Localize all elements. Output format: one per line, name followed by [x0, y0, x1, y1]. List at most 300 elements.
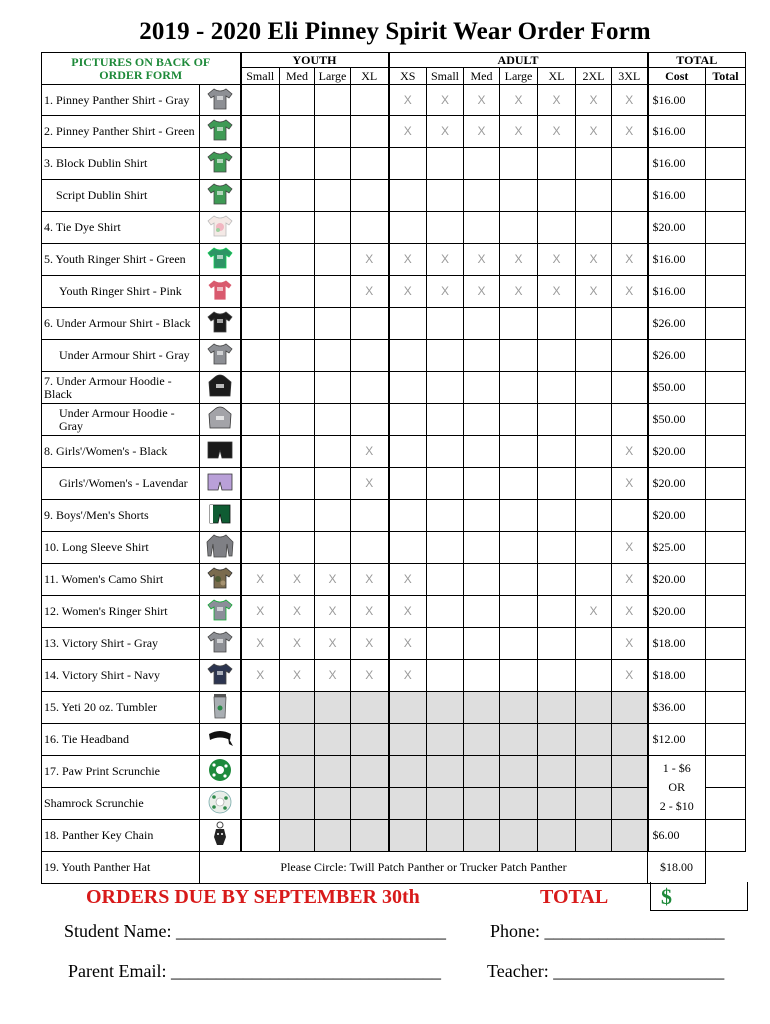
tumbler-icon: [206, 693, 234, 717]
quantity-cell[interactable]: [612, 788, 648, 820]
quantity-cell[interactable]: [389, 788, 427, 820]
quantity-cell[interactable]: [280, 820, 315, 852]
quantity-cell[interactable]: [538, 468, 576, 500]
quantity-cell[interactable]: [500, 500, 538, 532]
quantity-cell[interactable]: [576, 532, 612, 564]
quantity-cell[interactable]: [576, 564, 612, 596]
quantity-cell[interactable]: [576, 628, 612, 660]
quantity-cell[interactable]: [315, 276, 351, 308]
quantity-cell[interactable]: [351, 724, 389, 756]
quantity-cell[interactable]: [576, 724, 612, 756]
item-label: 1. Pinney Panther Shirt - Gray: [42, 85, 200, 116]
unavailable-size-mark: X: [389, 628, 427, 660]
item-thumbnail: [200, 788, 241, 820]
unavailable-size-mark: X: [351, 436, 389, 468]
item-label: 19. Youth Panther Hat: [42, 852, 200, 884]
quantity-cell[interactable]: [538, 212, 576, 244]
quantity-cell[interactable]: [612, 340, 648, 372]
quantity-cell[interactable]: [315, 820, 351, 852]
quantity-cell[interactable]: [389, 372, 427, 404]
item-label: 13. Victory Shirt - Gray: [42, 628, 200, 660]
quantity-cell[interactable]: [576, 660, 612, 692]
quantity-cell[interactable]: [241, 212, 280, 244]
quantity-cell[interactable]: [241, 724, 280, 756]
item-total-cell[interactable]: [706, 276, 746, 308]
item-label: Girls'/Women's - Lavendar: [42, 468, 200, 500]
quantity-cell[interactable]: [427, 500, 464, 532]
quantity-cell[interactable]: [500, 340, 538, 372]
unavailable-size-mark: X: [315, 628, 351, 660]
item-total-cell[interactable]: [706, 404, 746, 436]
quantity-cell[interactable]: [280, 340, 315, 372]
quantity-cell[interactable]: [351, 788, 389, 820]
unavailable-size-mark: X: [538, 276, 576, 308]
item-cost: $18.00: [648, 660, 706, 692]
quantity-cell[interactable]: [576, 756, 612, 788]
quantity-cell[interactable]: [280, 468, 315, 500]
quantity-cell[interactable]: [500, 372, 538, 404]
quantity-cell[interactable]: [427, 596, 464, 628]
quantity-cell[interactable]: [389, 468, 427, 500]
quantity-cell[interactable]: [538, 340, 576, 372]
quantity-cell[interactable]: [500, 308, 538, 340]
item-total-cell[interactable]: [706, 692, 746, 724]
item-total-cell[interactable]: [706, 660, 746, 692]
quantity-cell[interactable]: [576, 820, 612, 852]
quantity-cell[interactable]: [612, 404, 648, 436]
quantity-cell[interactable]: [315, 756, 351, 788]
quantity-cell[interactable]: [351, 116, 389, 148]
quantity-cell[interactable]: [280, 276, 315, 308]
item-label: 10. Long Sleeve Shirt: [42, 532, 200, 564]
item-thumbnail: [200, 116, 241, 148]
unavailable-size-mark: X: [427, 276, 464, 308]
unavailable-size-mark: X: [464, 116, 500, 148]
item-total-cell[interactable]: [706, 788, 746, 820]
item-cost: [648, 756, 706, 820]
quantity-cell[interactable]: [427, 756, 464, 788]
quantity-cell[interactable]: [280, 212, 315, 244]
item-label: 16. Tie Headband: [42, 724, 200, 756]
quantity-cell[interactable]: [389, 724, 427, 756]
item-label: 8. Girls'/Women's - Black: [42, 436, 200, 468]
quantity-cell[interactable]: [538, 660, 576, 692]
quantity-cell[interactable]: [576, 788, 612, 820]
quantity-cell[interactable]: [280, 436, 315, 468]
quantity-cell[interactable]: [427, 308, 464, 340]
item-cost: $16.00: [648, 244, 706, 276]
quantity-cell[interactable]: [612, 820, 648, 852]
quantity-cell[interactable]: [351, 756, 389, 788]
size-youth-med: Med: [280, 68, 315, 85]
quantity-cell[interactable]: [427, 340, 464, 372]
quantity-cell[interactable]: [500, 148, 538, 180]
size-adult-xl: XL: [538, 68, 576, 85]
gray-hoodie-icon: [206, 406, 234, 430]
quantity-cell[interactable]: [280, 244, 315, 276]
quantity-cell[interactable]: [389, 532, 427, 564]
quantity-cell[interactable]: [500, 756, 538, 788]
quantity-cell[interactable]: [280, 500, 315, 532]
quantity-cell[interactable]: [351, 820, 389, 852]
cost-line: OR: [668, 780, 686, 794]
item-thumbnail: [200, 212, 241, 244]
item-row: [42, 692, 746, 724]
quantity-cell[interactable]: [315, 500, 351, 532]
quantity-cell[interactable]: [612, 692, 648, 724]
quantity-cell[interactable]: [464, 820, 500, 852]
quantity-cell[interactable]: [315, 85, 351, 116]
quantity-cell[interactable]: [427, 788, 464, 820]
quantity-cell[interactable]: [351, 532, 389, 564]
quantity-cell[interactable]: [464, 788, 500, 820]
quantity-cell[interactable]: [576, 500, 612, 532]
quantity-cell[interactable]: [280, 308, 315, 340]
item-total-cell[interactable]: [706, 628, 746, 660]
item-row: [42, 276, 746, 308]
quantity-cell[interactable]: [427, 436, 464, 468]
quantity-cell[interactable]: [464, 212, 500, 244]
quantity-cell[interactable]: [464, 404, 500, 436]
quantity-cell[interactable]: [538, 436, 576, 468]
quantity-cell[interactable]: [427, 820, 464, 852]
quantity-cell[interactable]: [427, 724, 464, 756]
quantity-cell[interactable]: [315, 532, 351, 564]
quantity-cell[interactable]: [389, 500, 427, 532]
teacher-field[interactable]: Teacher: ___________________: [487, 961, 725, 981]
quantity-cell[interactable]: [351, 180, 389, 212]
quantity-cell[interactable]: [612, 212, 648, 244]
quantity-cell[interactable]: [427, 628, 464, 660]
quantity-cell[interactable]: [538, 180, 576, 212]
quantity-cell[interactable]: [315, 436, 351, 468]
item-total-cell[interactable]: [706, 596, 746, 628]
unavailable-size-mark: X: [351, 564, 389, 596]
quantity-cell[interactable]: [464, 468, 500, 500]
quantity-cell[interactable]: [538, 308, 576, 340]
item-thumbnail: [200, 724, 241, 756]
quantity-cell[interactable]: [464, 148, 500, 180]
item-total-cell[interactable]: [706, 500, 746, 532]
quantity-cell[interactable]: [241, 116, 280, 148]
unavailable-size-mark: X: [241, 660, 280, 692]
quantity-cell[interactable]: [500, 628, 538, 660]
item-total-cell[interactable]: [706, 756, 746, 788]
green-tshirt-icon: [206, 118, 234, 142]
quantity-cell[interactable]: [500, 660, 538, 692]
quantity-cell[interactable]: [389, 308, 427, 340]
quantity-cell[interactable]: [500, 404, 538, 436]
quantity-cell[interactable]: [280, 148, 315, 180]
quantity-cell[interactable]: [351, 340, 389, 372]
quantity-cell[interactable]: [500, 468, 538, 500]
quantity-cell[interactable]: [389, 180, 427, 212]
parent-email-field[interactable]: Parent Email: ______________________________: [68, 961, 441, 981]
quantity-cell[interactable]: [315, 692, 351, 724]
quantity-cell[interactable]: [538, 596, 576, 628]
quantity-cell[interactable]: [351, 372, 389, 404]
quantity-cell[interactable]: [241, 788, 280, 820]
hat-style-note[interactable]: Please Circle: Twill Patch Panther or Trucker Patch Panther: [200, 852, 648, 884]
quantity-cell[interactable]: [389, 756, 427, 788]
item-total-cell[interactable]: [706, 820, 746, 852]
quantity-cell[interactable]: [538, 692, 576, 724]
quantity-cell[interactable]: [500, 212, 538, 244]
quantity-cell[interactable]: [280, 724, 315, 756]
quantity-cell[interactable]: [427, 404, 464, 436]
quantity-cell[interactable]: [315, 372, 351, 404]
quantity-cell[interactable]: [241, 756, 280, 788]
quantity-cell[interactable]: [538, 148, 576, 180]
unavailable-size-mark: X: [576, 276, 612, 308]
quantity-cell[interactable]: [538, 788, 576, 820]
quantity-cell[interactable]: [427, 468, 464, 500]
item-label: Youth Ringer Shirt - Pink: [42, 276, 200, 308]
quantity-cell[interactable]: [241, 820, 280, 852]
item-total-cell[interactable]: [706, 436, 746, 468]
quantity-cell[interactable]: [241, 404, 280, 436]
item-total-cell[interactable]: [706, 340, 746, 372]
item-total-cell[interactable]: [706, 564, 746, 596]
quantity-cell[interactable]: [315, 468, 351, 500]
quantity-cell[interactable]: [315, 212, 351, 244]
item-total-cell[interactable]: [706, 308, 746, 340]
item-thumbnail: [200, 660, 241, 692]
grand-total-box[interactable]: [650, 882, 748, 911]
quantity-cell[interactable]: [427, 532, 464, 564]
quantity-cell[interactable]: [612, 500, 648, 532]
item-total-cell[interactable]: [706, 116, 746, 148]
quantity-cell[interactable]: [351, 212, 389, 244]
quantity-cell[interactable]: [500, 596, 538, 628]
quantity-cell[interactable]: [576, 692, 612, 724]
quantity-cell[interactable]: [241, 692, 280, 724]
quantity-cell[interactable]: [500, 788, 538, 820]
quantity-cell[interactable]: [351, 85, 389, 116]
quantity-cell[interactable]: [280, 756, 315, 788]
quantity-cell[interactable]: [351, 404, 389, 436]
quantity-cell[interactable]: [464, 628, 500, 660]
tie-dye-tshirt-icon: [206, 214, 234, 238]
quantity-cell[interactable]: [351, 500, 389, 532]
quantity-cell[interactable]: [280, 404, 315, 436]
quantity-cell[interactable]: [280, 692, 315, 724]
quantity-cell[interactable]: [576, 308, 612, 340]
quantity-cell[interactable]: [241, 340, 280, 372]
quantity-cell[interactable]: [241, 276, 280, 308]
quantity-cell[interactable]: [538, 756, 576, 788]
item-label: Shamrock Scrunchie: [42, 788, 200, 820]
quantity-cell[interactable]: [464, 308, 500, 340]
quantity-cell[interactable]: [241, 436, 280, 468]
quantity-cell[interactable]: [351, 692, 389, 724]
quantity-cell[interactable]: [538, 500, 576, 532]
quantity-cell[interactable]: [464, 692, 500, 724]
quantity-cell[interactable]: [464, 500, 500, 532]
quantity-cell[interactable]: [280, 532, 315, 564]
quantity-cell[interactable]: [427, 692, 464, 724]
quantity-cell[interactable]: [241, 468, 280, 500]
unavailable-size-mark: X: [389, 596, 427, 628]
keychain-icon: [206, 821, 234, 845]
quantity-cell[interactable]: [427, 180, 464, 212]
quantity-cell[interactable]: [241, 148, 280, 180]
quantity-cell[interactable]: [500, 532, 538, 564]
item-total-cell[interactable]: [706, 532, 746, 564]
quantity-cell[interactable]: [464, 564, 500, 596]
quantity-cell[interactable]: [241, 372, 280, 404]
unavailable-size-mark: X: [351, 660, 389, 692]
quantity-cell[interactable]: [351, 148, 389, 180]
quantity-cell[interactable]: [576, 212, 612, 244]
quantity-cell[interactable]: [500, 820, 538, 852]
item-row: [42, 212, 746, 244]
unavailable-size-mark: X: [280, 596, 315, 628]
quantity-cell[interactable]: [280, 372, 315, 404]
quantity-cell[interactable]: [500, 436, 538, 468]
unavailable-size-mark: X: [538, 244, 576, 276]
quantity-cell[interactable]: [538, 724, 576, 756]
quantity-cell[interactable]: [576, 148, 612, 180]
quantity-cell[interactable]: [500, 180, 538, 212]
quantity-cell[interactable]: [464, 596, 500, 628]
quantity-cell[interactable]: [315, 308, 351, 340]
quantity-cell[interactable]: [464, 180, 500, 212]
quantity-cell[interactable]: [280, 85, 315, 116]
item-total-cell[interactable]: [706, 212, 746, 244]
quantity-cell[interactable]: [464, 532, 500, 564]
quantity-cell[interactable]: [389, 340, 427, 372]
quantity-cell[interactable]: [280, 116, 315, 148]
black-tshirt-icon: [206, 310, 234, 334]
quantity-cell[interactable]: [315, 724, 351, 756]
quantity-cell[interactable]: [389, 148, 427, 180]
quantity-cell[interactable]: [280, 788, 315, 820]
quantity-cell[interactable]: [538, 532, 576, 564]
item-total-cell[interactable]: [706, 85, 746, 116]
quantity-cell[interactable]: [315, 244, 351, 276]
green-shorts-icon: [206, 502, 234, 526]
quantity-cell[interactable]: [389, 692, 427, 724]
quantity-cell[interactable]: [576, 340, 612, 372]
item-row: [42, 85, 746, 116]
quantity-cell[interactable]: [389, 436, 427, 468]
item-row: [42, 244, 746, 276]
quantity-cell[interactable]: [427, 148, 464, 180]
quantity-cell[interactable]: [612, 180, 648, 212]
item-total-cell[interactable]: [706, 724, 746, 756]
quantity-cell[interactable]: [280, 180, 315, 212]
item-label: 15. Yeti 20 oz. Tumbler: [42, 692, 200, 724]
quantity-cell[interactable]: [464, 436, 500, 468]
quantity-cell[interactable]: [612, 724, 648, 756]
quantity-cell[interactable]: [576, 436, 612, 468]
quantity-cell[interactable]: [538, 820, 576, 852]
quantity-cell[interactable]: [241, 532, 280, 564]
item-thumbnail: [200, 756, 241, 788]
quantity-cell[interactable]: [315, 788, 351, 820]
quantity-cell[interactable]: [500, 724, 538, 756]
quantity-cell[interactable]: [538, 628, 576, 660]
quantity-cell[interactable]: [315, 148, 351, 180]
unavailable-size-mark: X: [315, 660, 351, 692]
item-cost: $26.00: [648, 308, 706, 340]
item-thumbnail: [200, 628, 241, 660]
quantity-cell[interactable]: [427, 212, 464, 244]
quantity-cell[interactable]: [351, 308, 389, 340]
quantity-cell[interactable]: [315, 404, 351, 436]
quantity-cell[interactable]: [612, 308, 648, 340]
item-thumbnail: [200, 436, 241, 468]
quantity-cell[interactable]: [241, 180, 280, 212]
quantity-cell[interactable]: [241, 85, 280, 116]
phone-field[interactable]: Phone: ____________________: [490, 921, 725, 941]
quantity-cell[interactable]: [464, 340, 500, 372]
quantity-cell[interactable]: [612, 148, 648, 180]
quantity-cell[interactable]: [576, 468, 612, 500]
unavailable-size-mark: X: [576, 244, 612, 276]
quantity-cell[interactable]: [464, 372, 500, 404]
item-label: 17. Paw Print Scrunchie: [42, 756, 200, 788]
item-total-cell[interactable]: [706, 148, 746, 180]
quantity-cell[interactable]: [612, 756, 648, 788]
quantity-cell[interactable]: [576, 372, 612, 404]
student-name-field[interactable]: Student Name: ______________________________: [64, 921, 446, 941]
unavailable-size-mark: X: [612, 276, 648, 308]
item-row: [42, 404, 746, 436]
quantity-cell[interactable]: [389, 404, 427, 436]
item-row: [42, 148, 746, 180]
quantity-cell[interactable]: [241, 244, 280, 276]
quantity-cell[interactable]: [427, 660, 464, 692]
quantity-cell[interactable]: [315, 116, 351, 148]
item-label: 11. Women's Camo Shirt: [42, 564, 200, 596]
item-label: Under Armour Hoodie - Gray: [42, 404, 200, 436]
unavailable-size-mark: X: [351, 244, 389, 276]
item-total-cell[interactable]: [706, 468, 746, 500]
quantity-cell[interactable]: [500, 564, 538, 596]
quantity-cell[interactable]: [241, 308, 280, 340]
item-total-cell[interactable]: [706, 244, 746, 276]
quantity-cell[interactable]: [315, 180, 351, 212]
quantity-cell[interactable]: [500, 692, 538, 724]
quantity-cell[interactable]: [241, 500, 280, 532]
unavailable-size-mark: X: [612, 660, 648, 692]
quantity-cell[interactable]: [538, 404, 576, 436]
quantity-cell[interactable]: [576, 404, 612, 436]
total-label: TOTAL: [540, 886, 609, 908]
item-cost: $16.00: [648, 180, 706, 212]
quantity-cell[interactable]: [315, 340, 351, 372]
quantity-cell[interactable]: [464, 724, 500, 756]
quantity-cell[interactable]: [612, 372, 648, 404]
quantity-cell[interactable]: [464, 660, 500, 692]
youth-header: YOUTH: [241, 53, 389, 68]
quantity-cell[interactable]: [427, 564, 464, 596]
quantity-cell[interactable]: [538, 564, 576, 596]
item-cost: $16.00: [648, 85, 706, 116]
item-total-cell[interactable]: [706, 372, 746, 404]
unavailable-size-mark: X: [612, 468, 648, 500]
quantity-cell[interactable]: [576, 180, 612, 212]
size-adult-3xl: 3XL: [612, 68, 648, 85]
quantity-cell[interactable]: [427, 372, 464, 404]
quantity-cell[interactable]: [538, 372, 576, 404]
quantity-cell[interactable]: [389, 212, 427, 244]
quantity-cell[interactable]: [464, 756, 500, 788]
quantity-cell[interactable]: [389, 820, 427, 852]
item-total-cell[interactable]: [706, 180, 746, 212]
